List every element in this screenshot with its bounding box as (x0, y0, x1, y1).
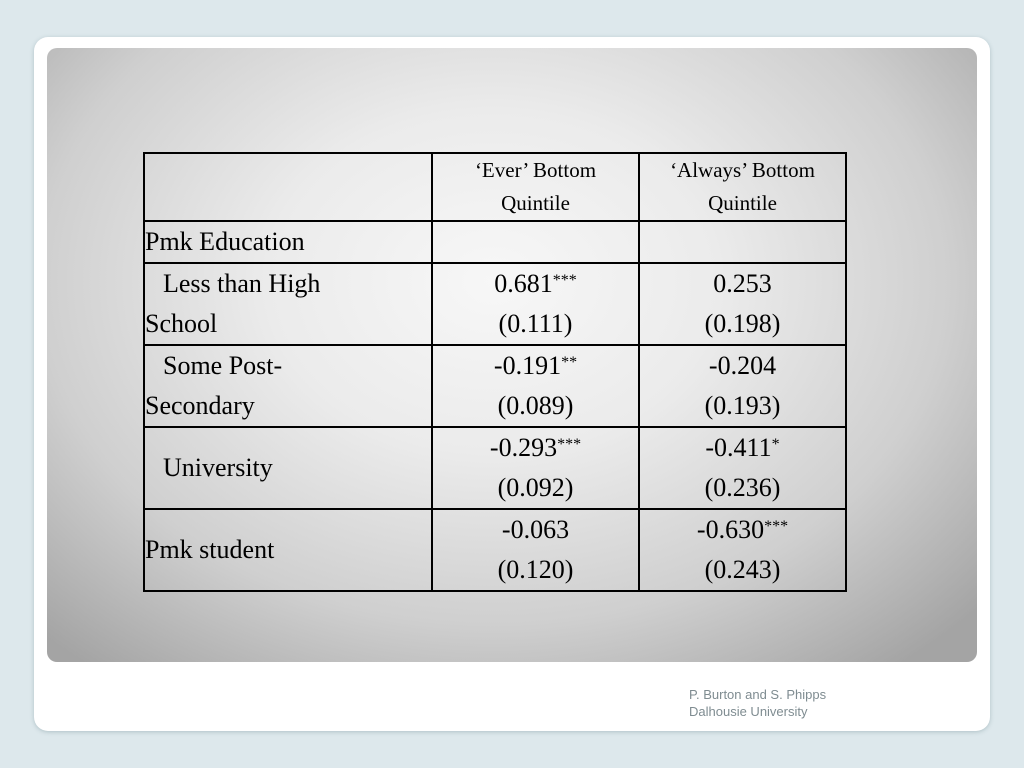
always-cell (639, 427, 846, 509)
row-label-line1: Pmk student (145, 535, 275, 564)
table-row (144, 345, 846, 427)
row-label-pmk-student (144, 509, 432, 591)
header-empty-cell (144, 153, 432, 221)
footer-institution: Dalhousie University (689, 704, 808, 719)
standard-error: (0.089) (497, 391, 574, 420)
header-always-line2: Quintile (708, 191, 777, 215)
row-label-line1: University (163, 453, 273, 482)
coefficient: -0.630*** (696, 515, 789, 544)
empty-cell (432, 221, 639, 263)
coefficient: 0.681*** (494, 269, 577, 298)
header-ever-bottom-quintile (432, 153, 639, 221)
slide-footer (689, 686, 826, 720)
row-label-university (144, 427, 432, 509)
significance-stars: *** (764, 518, 789, 535)
table-header-row (144, 153, 846, 221)
section-label: Pmk Education (144, 221, 432, 263)
standard-error: (0.111) (498, 309, 573, 338)
significance-stars: * (771, 436, 780, 453)
footer-authors: P. Burton and S. Phipps (689, 687, 827, 702)
coefficient: -0.204 (708, 351, 777, 380)
significance-stars: *** (557, 436, 582, 453)
row-label-line2: Secondary (145, 391, 255, 420)
standard-error: (0.243) (704, 555, 781, 584)
always-cell (639, 263, 846, 345)
table-row (144, 427, 846, 509)
row-label-line1: Some Post- (163, 351, 283, 380)
always-cell (639, 509, 846, 591)
ever-cell (432, 345, 639, 427)
header-ever-line1: ‘Ever’ Bottom (474, 158, 597, 182)
standard-error: (0.236) (704, 473, 781, 502)
coefficient: -0.293*** (489, 433, 582, 462)
row-label-line2: School (145, 309, 218, 338)
significance-stars: *** (552, 272, 577, 289)
significance-stars: ** (561, 354, 578, 371)
table-row (144, 509, 846, 591)
header-ever-line2: Quintile (501, 191, 570, 215)
standard-error: (0.092) (497, 473, 574, 502)
standard-error: (0.120) (497, 555, 574, 584)
ever-cell (432, 427, 639, 509)
coefficient: -0.191** (493, 351, 578, 380)
header-always-bottom-quintile (639, 153, 846, 221)
coefficient: 0.253 (713, 269, 772, 298)
section-row-pmk-education (144, 221, 846, 263)
row-label-some-post-secondary (144, 345, 432, 427)
row-label-line1: Less than High (163, 269, 321, 298)
row-label-less-than-high-school (144, 263, 432, 345)
header-always-line1: ‘Always’ Bottom (670, 158, 815, 182)
ever-cell (432, 263, 639, 345)
coefficient: -0.063 (501, 515, 570, 544)
standard-error: (0.198) (704, 309, 781, 338)
ever-cell (432, 509, 639, 591)
always-cell (639, 345, 846, 427)
table-row (144, 263, 846, 345)
empty-cell (639, 221, 846, 263)
coefficient: -0.411* (705, 433, 780, 462)
standard-error: (0.193) (704, 391, 781, 420)
regression-table (143, 152, 847, 592)
